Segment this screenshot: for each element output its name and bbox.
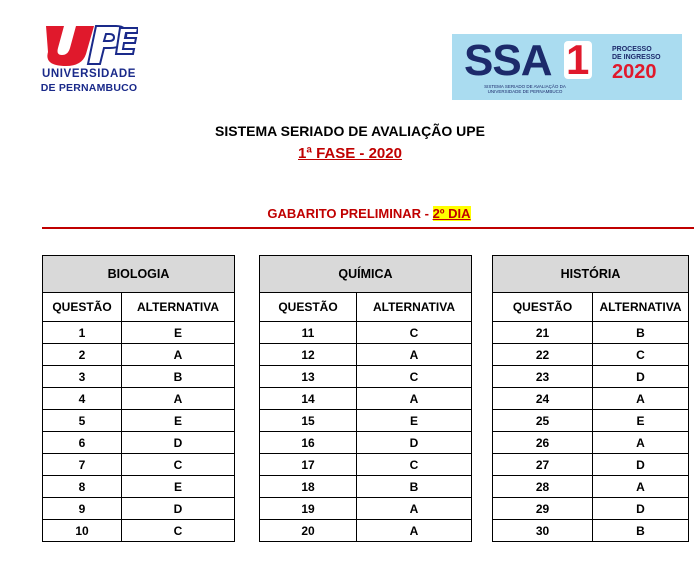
table-row [493, 454, 689, 476]
question-number: 8 [43, 476, 122, 498]
table-row [260, 454, 472, 476]
question-number: 10 [43, 520, 122, 542]
answer-alternative: A [122, 388, 235, 410]
table-row [43, 366, 235, 388]
question-number: 25 [493, 410, 593, 432]
table-row [260, 388, 472, 410]
question-number: 22 [493, 344, 593, 366]
table-row [260, 432, 472, 454]
page-subtitle: 1ª FASE - 2020 [298, 145, 402, 162]
table-row [260, 344, 472, 366]
ssa-logo-text: SSA [464, 36, 552, 85]
table-row [493, 410, 689, 432]
question-number: 24 [493, 388, 593, 410]
question-number: 20 [260, 520, 357, 542]
table-row [43, 410, 235, 432]
question-number: 19 [260, 498, 357, 520]
answer-alternative: A [357, 520, 472, 542]
answer-alternative: D [593, 366, 689, 388]
question-number: 18 [260, 476, 357, 498]
answer-alternative: C [357, 454, 472, 476]
subject-header: QUÍMICA [260, 256, 472, 293]
table-row [493, 520, 689, 542]
question-number: 13 [260, 366, 357, 388]
table-row [260, 476, 472, 498]
answer-table-biologia [42, 255, 235, 542]
question-number: 26 [493, 432, 593, 454]
question-number: 6 [43, 432, 122, 454]
answer-alternative: B [122, 366, 235, 388]
table-row [493, 388, 689, 410]
answer-alternative: A [357, 498, 472, 520]
ssa-logo-subtitle: SISTEMA SERIADO DE AVALIAÇÃO DA UNIVERSIDADE DE PERNAMBUCO [484, 84, 566, 94]
upe-logo-mark [42, 24, 138, 68]
table-row [43, 344, 235, 366]
table-row [493, 498, 689, 520]
answer-alternative: D [593, 498, 689, 520]
question-number: 23 [493, 366, 593, 388]
table-row [493, 432, 689, 454]
column-header-alternativa: ALTERNATIVA [122, 293, 235, 322]
question-number: 15 [260, 410, 357, 432]
gabarito-heading [0, 206, 700, 221]
upe-logo [34, 24, 142, 104]
answer-alternative: A [357, 344, 472, 366]
answer-alternative: D [122, 432, 235, 454]
column-header-questao: QUESTÃO [493, 293, 593, 322]
ssa-logo-year: 2020 [612, 61, 657, 83]
question-number: 27 [493, 454, 593, 476]
table-row [43, 476, 235, 498]
table-row [43, 454, 235, 476]
ssa-logo-processo [612, 46, 661, 62]
answer-alternative: A [593, 432, 689, 454]
table-row [493, 322, 689, 344]
table-row [43, 322, 235, 344]
ssa-logo-number: 1 [566, 36, 590, 83]
question-number: 21 [493, 322, 593, 344]
question-number: 30 [493, 520, 593, 542]
question-number: 16 [260, 432, 357, 454]
upe-logo-line1: UNIVERSIDADE [41, 68, 137, 80]
subject-header: BIOLOGIA [43, 256, 235, 293]
answer-alternative: B [593, 322, 689, 344]
ssa-logo-processo-line2: DE INGRESSO [612, 54, 661, 61]
table-row [43, 498, 235, 520]
gabarito-label: GABARITO PRELIMINAR - [267, 206, 433, 221]
subject-header: HISTÓRIA [493, 256, 689, 293]
page-title: SISTEMA SERIADO DE AVALIAÇÃO UPE [215, 123, 485, 139]
answer-alternative: C [357, 322, 472, 344]
answer-alternative: C [122, 520, 235, 542]
answer-alternative: B [357, 476, 472, 498]
question-number: 11 [260, 322, 357, 344]
answer-alternative: C [593, 344, 689, 366]
answer-alternative: E [122, 322, 235, 344]
upe-logo-line2: DE PERNAMBUCO [40, 82, 138, 94]
question-number: 4 [43, 388, 122, 410]
question-number: 28 [493, 476, 593, 498]
answer-alternative: A [122, 344, 235, 366]
answer-alternative: A [593, 476, 689, 498]
question-number: 3 [43, 366, 122, 388]
answer-alternative: D [357, 432, 472, 454]
ssa-logo-number-box [564, 36, 592, 83]
question-number: 2 [43, 344, 122, 366]
table-row [493, 366, 689, 388]
table-row [493, 344, 689, 366]
ssa-logo [452, 34, 682, 100]
table-row [260, 322, 472, 344]
column-header-alternativa: ALTERNATIVA [357, 293, 472, 322]
table-row [260, 498, 472, 520]
gabarito-day: 2º DIA [432, 206, 471, 221]
column-header-questao: QUESTÃO [260, 293, 357, 322]
answer-alternative: E [122, 476, 235, 498]
table-row [260, 410, 472, 432]
question-number: 17 [260, 454, 357, 476]
answer-alternative: E [122, 410, 235, 432]
question-number: 1 [43, 322, 122, 344]
table-row [43, 388, 235, 410]
table-row [43, 432, 235, 454]
question-number: 5 [43, 410, 122, 432]
answer-alternative: B [593, 520, 689, 542]
ssa-logo-processo-line1: PROCESSO [612, 46, 652, 53]
column-header-questao: QUESTÃO [43, 293, 122, 322]
answer-alternative: C [122, 454, 235, 476]
table-row [43, 520, 235, 542]
answer-alternative: A [357, 388, 472, 410]
answer-table-química [259, 255, 472, 542]
question-number: 29 [493, 498, 593, 520]
answer-alternative: E [357, 410, 472, 432]
question-number: 12 [260, 344, 357, 366]
answer-table-história [492, 255, 689, 542]
column-header-alternativa: ALTERNATIVA [593, 293, 689, 322]
table-row [260, 366, 472, 388]
divider-line [42, 227, 694, 229]
answer-alternative: E [593, 410, 689, 432]
table-row [260, 520, 472, 542]
answer-alternative: D [593, 454, 689, 476]
answer-alternative: D [122, 498, 235, 520]
answer-alternative: A [593, 388, 689, 410]
question-number: 7 [43, 454, 122, 476]
question-number: 14 [260, 388, 357, 410]
table-row [493, 476, 689, 498]
question-number: 9 [43, 498, 122, 520]
answer-alternative: C [357, 366, 472, 388]
